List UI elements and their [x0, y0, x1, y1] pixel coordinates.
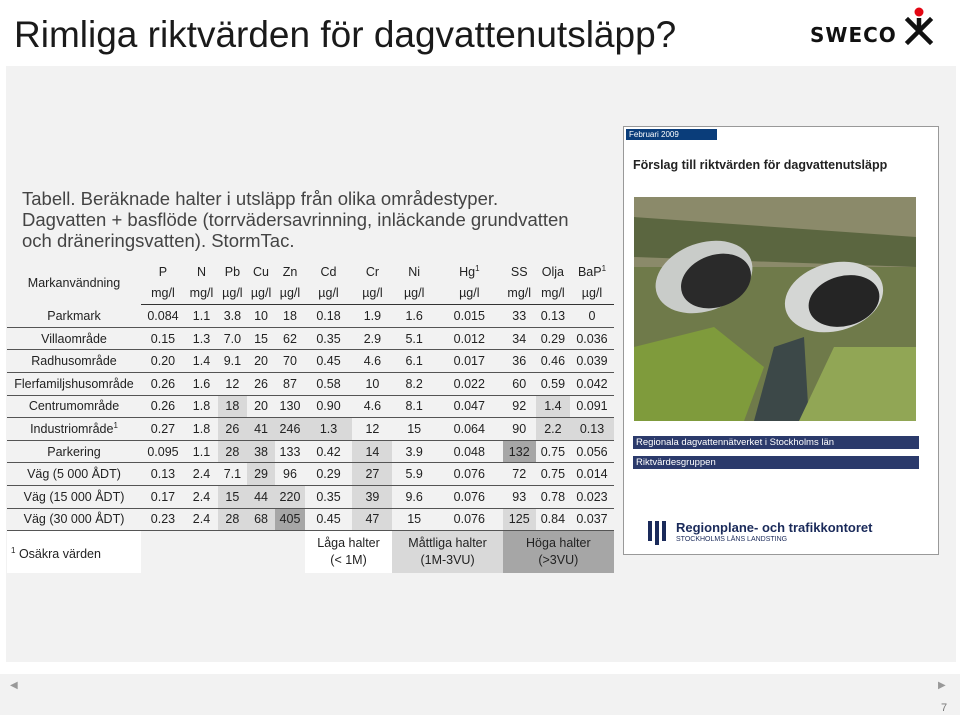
regionplane-logo	[646, 519, 916, 547]
column-header	[352, 261, 392, 283]
value-cell: 27	[352, 463, 392, 486]
value-cell: 0.29	[536, 327, 570, 350]
table-row	[7, 372, 614, 395]
value-cell: 0.048	[436, 440, 503, 463]
row-area-label: Parkering	[47, 444, 101, 459]
legend-low	[305, 531, 393, 574]
value-cell: 14	[352, 440, 392, 463]
value-cell: 4.6	[352, 395, 392, 418]
value-cell: 36	[503, 350, 536, 373]
row-area-cell	[7, 440, 141, 463]
culvert-photo	[634, 197, 916, 421]
value-cell: 60	[503, 372, 536, 395]
value-cell: 0.42	[305, 440, 353, 463]
value-cell: 33	[503, 305, 536, 328]
column-unit: µg/l	[247, 283, 276, 305]
value-cell: 0.076	[436, 508, 503, 531]
row-area-cell	[7, 327, 141, 350]
column-header-label: BaP	[577, 265, 602, 280]
table-row	[7, 305, 614, 328]
value-cell: 20	[247, 350, 276, 373]
row-area-label: Centrumområde	[28, 399, 120, 414]
column-unit: µg/l	[436, 283, 503, 305]
legend-high	[503, 531, 614, 574]
value-cell: 2.2	[536, 418, 570, 441]
column-header	[392, 261, 436, 283]
row-area-label: Radhusområde	[31, 354, 117, 369]
value-cell: 1.8	[185, 395, 218, 418]
value-cell: 0.036	[570, 327, 614, 350]
column-header-label: Cu	[253, 264, 270, 279]
concentration-table	[7, 261, 614, 573]
value-cell: 132	[503, 440, 536, 463]
column-unit: µg/l	[275, 283, 304, 305]
value-cell: 0.084	[141, 305, 185, 328]
value-cell: 0.45	[305, 350, 353, 373]
column-header-label: Pb	[224, 264, 241, 279]
column-unit: mg/l	[503, 283, 536, 305]
sweco-star-icon	[902, 6, 936, 46]
value-cell: 26	[247, 372, 276, 395]
row-area-label: Väg (15 000 ÅDT)	[23, 489, 125, 504]
value-cell: 0.26	[141, 372, 185, 395]
value-cell: 7.1	[218, 463, 247, 486]
title-bar	[0, 0, 960, 66]
value-cell: 0.15	[141, 327, 185, 350]
value-cell: 0.46	[536, 350, 570, 373]
value-cell: 15	[218, 485, 247, 508]
value-cell: 0.012	[436, 327, 503, 350]
value-cell: 0.35	[305, 485, 353, 508]
column-unit: µg/l	[570, 283, 614, 305]
value-cell: 125	[503, 508, 536, 531]
row-area-label: Parkmark	[47, 308, 101, 323]
value-cell: 0.27	[141, 418, 185, 441]
column-header	[436, 261, 503, 283]
slide-title: Rimliga riktvärden för dagvattenutsläpp?	[14, 14, 677, 55]
value-cell: 0.45	[305, 508, 353, 531]
value-cell: 44	[247, 485, 276, 508]
value-cell: 68	[247, 508, 276, 531]
value-cell: 0.13	[570, 418, 614, 441]
value-cell: 20	[247, 395, 276, 418]
value-cell: 18	[218, 395, 247, 418]
legend-high-title: Höga halter	[526, 536, 591, 551]
table-row	[7, 327, 614, 350]
value-cell: 47	[352, 508, 392, 531]
value-cell: 12	[218, 372, 247, 395]
row-area-label: Industriområde	[30, 422, 114, 437]
value-cell: 1.6	[392, 305, 436, 328]
intro-line-1: Tabell. Beräknade halter i utsläpp från olika områdestyper.	[22, 188, 499, 209]
value-cell: 0.20	[141, 350, 185, 373]
value-cell: 0.042	[570, 372, 614, 395]
column-header	[247, 261, 276, 283]
value-cell: 0.015	[436, 305, 503, 328]
table-row	[7, 463, 614, 486]
value-cell: 92	[503, 395, 536, 418]
value-cell: 246	[275, 418, 304, 441]
value-cell: 2.4	[185, 463, 218, 486]
legend-high-range: (>3VU)	[538, 553, 579, 568]
value-cell: 28	[218, 440, 247, 463]
value-cell: 133	[275, 440, 304, 463]
value-cell: 0	[570, 305, 614, 328]
value-cell: 0.26	[141, 395, 185, 418]
table-row	[7, 395, 614, 418]
value-cell: 93	[503, 485, 536, 508]
value-cell: 0.35	[305, 327, 353, 350]
column-unit: mg/l	[536, 283, 570, 305]
column-header-label: Cd	[320, 264, 337, 279]
value-cell: 1.3	[305, 418, 353, 441]
value-cell: 0.75	[536, 463, 570, 486]
value-cell: 0.78	[536, 485, 570, 508]
value-cell: 90	[503, 418, 536, 441]
value-cell: 1.3	[185, 327, 218, 350]
footnote-marker: 1	[475, 264, 480, 274]
area-column-header: Markanvändning	[7, 261, 141, 305]
column-header-label: Ni	[408, 264, 421, 279]
sweco-logo	[810, 6, 940, 50]
value-cell: 6.1	[392, 350, 436, 373]
next-slide-icon[interactable]: ▶	[938, 680, 946, 691]
value-cell: 1.4	[185, 350, 218, 373]
value-cell: 0.13	[536, 305, 570, 328]
legend-moderate-title: Måttliga halter	[408, 536, 487, 551]
value-cell: 9.6	[392, 485, 436, 508]
column-header-label: SS	[510, 264, 528, 279]
column-unit: µg/l	[392, 283, 436, 305]
row-area-cell	[7, 418, 141, 441]
legend-spacer	[141, 531, 305, 574]
footnote-marker: 1	[601, 264, 607, 274]
value-cell: 0.017	[436, 350, 503, 373]
value-cell: 1.1	[185, 305, 218, 328]
column-header-label: P	[158, 264, 168, 279]
value-cell: 4.6	[352, 350, 392, 373]
column-header-label: Zn	[282, 264, 298, 279]
value-cell: 1.1	[185, 440, 218, 463]
value-cell: 3.9	[392, 440, 436, 463]
legend-low-range: (< 1M)	[330, 553, 367, 568]
report-subtitle-2: Riktvärdesgruppen	[633, 456, 919, 469]
value-cell: 28	[218, 508, 247, 531]
table-row	[7, 508, 614, 531]
value-cell: 15	[247, 327, 276, 350]
report-logo-name: Regionplane- och trafikkontoret	[676, 520, 873, 535]
column-header	[570, 261, 614, 283]
value-cell: 0.18	[305, 305, 353, 328]
value-cell: 9.1	[218, 350, 247, 373]
value-cell: 15	[392, 418, 436, 441]
row-area-label: Väg (5 000 ÅDT)	[27, 467, 121, 482]
value-cell: 3.8	[218, 305, 247, 328]
legend-low-title: Låga halter	[317, 536, 380, 551]
value-cell: 0.047	[436, 395, 503, 418]
value-cell: 0.076	[436, 485, 503, 508]
footnote-marker: 1	[113, 421, 118, 431]
row-area-cell	[7, 485, 141, 508]
value-cell: 7.0	[218, 327, 247, 350]
value-cell: 0.17	[141, 485, 185, 508]
row-area-cell	[7, 372, 141, 395]
column-header-label: N	[196, 264, 206, 279]
value-cell: 1.4	[536, 395, 570, 418]
value-cell: 0.29	[305, 463, 353, 486]
logo-text: SWECO	[810, 23, 897, 47]
value-cell: 0.59	[536, 372, 570, 395]
value-cell: 0.014	[570, 463, 614, 486]
value-cell: 26	[218, 418, 247, 441]
previous-slide-icon[interactable]: ◀	[10, 680, 18, 691]
value-cell: 8.2	[392, 372, 436, 395]
row-area-cell	[7, 463, 141, 486]
value-cell: 34	[503, 327, 536, 350]
column-unit: µg/l	[305, 283, 353, 305]
legend-row	[7, 531, 614, 574]
value-cell: 2.9	[352, 327, 392, 350]
table-row	[7, 440, 614, 463]
value-cell: 10	[247, 305, 276, 328]
value-cell: 12	[352, 418, 392, 441]
value-cell: 0.84	[536, 508, 570, 531]
value-cell: 0.13	[141, 463, 185, 486]
value-cell: 0.076	[436, 463, 503, 486]
column-header	[305, 261, 353, 283]
column-unit: mg/l	[141, 283, 185, 305]
intro-text	[22, 188, 602, 251]
value-cell: 39	[352, 485, 392, 508]
value-cell: 96	[275, 463, 304, 486]
value-cell: 0.58	[305, 372, 353, 395]
value-cell: 1.6	[185, 372, 218, 395]
report-subtitle-1: Regionala dagvattennätverket i Stockholms län	[633, 436, 919, 449]
column-header	[275, 261, 304, 283]
row-area-label: Väg (30 000 ÅDT)	[23, 512, 125, 527]
table-header-row	[7, 261, 614, 283]
value-cell: 405	[275, 508, 304, 531]
table-row	[7, 418, 614, 441]
value-cell: 130	[275, 395, 304, 418]
value-cell: 0.039	[570, 350, 614, 373]
value-cell: 2.4	[185, 485, 218, 508]
value-cell: 0.023	[570, 485, 614, 508]
value-cell: 29	[247, 463, 276, 486]
page-number: 7	[941, 702, 948, 714]
value-cell: 1.8	[185, 418, 218, 441]
value-cell: 0.75	[536, 440, 570, 463]
footnote-marker: 1	[11, 545, 16, 555]
table-row	[7, 485, 614, 508]
column-header-label: Hg	[459, 265, 476, 280]
column-header	[218, 261, 247, 283]
value-cell: 2.4	[185, 508, 218, 531]
report-title: Förslag till riktvärden för dagvattenutsläpp	[633, 158, 888, 172]
row-area-label: Flerfamiljshusområde	[14, 376, 134, 391]
row-area-cell	[7, 395, 141, 418]
value-cell: 41	[247, 418, 276, 441]
value-cell: 70	[275, 350, 304, 373]
column-header	[503, 261, 536, 283]
value-cell: 72	[503, 463, 536, 486]
row-area-cell	[7, 350, 141, 373]
value-cell: 0.064	[436, 418, 503, 441]
report-date: Februari 2009	[626, 129, 717, 140]
row-area-cell	[7, 508, 141, 531]
column-header-label: Olja	[541, 264, 565, 279]
row-area-cell	[7, 305, 141, 328]
column-header	[536, 261, 570, 283]
footnote-cell	[7, 531, 141, 574]
column-header	[185, 261, 218, 283]
column-header-label: Cr	[365, 264, 380, 279]
value-cell: 15	[392, 508, 436, 531]
value-cell: 0.091	[570, 395, 614, 418]
column-header	[141, 261, 185, 283]
value-cell: 87	[275, 372, 304, 395]
value-cell: 0.23	[141, 508, 185, 531]
legend-moderate	[392, 531, 502, 574]
value-cell: 0.037	[570, 508, 614, 531]
slide-footer	[0, 674, 960, 715]
regionplane-logo-icon	[646, 519, 672, 547]
value-cell: 62	[275, 327, 304, 350]
value-cell: 5.1	[392, 327, 436, 350]
value-cell: 0.022	[436, 372, 503, 395]
value-cell: 38	[247, 440, 276, 463]
value-cell: 10	[352, 372, 392, 395]
value-cell: 220	[275, 485, 304, 508]
report-logo-sub: STOCKHOLMS LÄNS LANDSTING	[676, 536, 788, 543]
footnote-text: Osäkra värden	[18, 546, 101, 561]
column-unit: µg/l	[218, 283, 247, 305]
value-cell: 8.1	[392, 395, 436, 418]
legend-moderate-range: (1M-3VU)	[420, 553, 475, 568]
report-cover	[623, 126, 939, 555]
value-cell: 18	[275, 305, 304, 328]
intro-line-3: och dräneringsvatten). StormTac.	[22, 230, 295, 251]
value-cell: 0.056	[570, 440, 614, 463]
value-cell: 0.90	[305, 395, 353, 418]
value-cell: 1.9	[352, 305, 392, 328]
table-row	[7, 350, 614, 373]
value-cell: 5.9	[392, 463, 436, 486]
column-unit: mg/l	[185, 283, 218, 305]
row-area-label: Villaområde	[41, 331, 107, 346]
column-unit: µg/l	[352, 283, 392, 305]
value-cell: 0.095	[141, 440, 185, 463]
intro-line-2: Dagvatten + basflöde (torrvädersavrinning, inläckande grundvatten	[22, 209, 569, 230]
